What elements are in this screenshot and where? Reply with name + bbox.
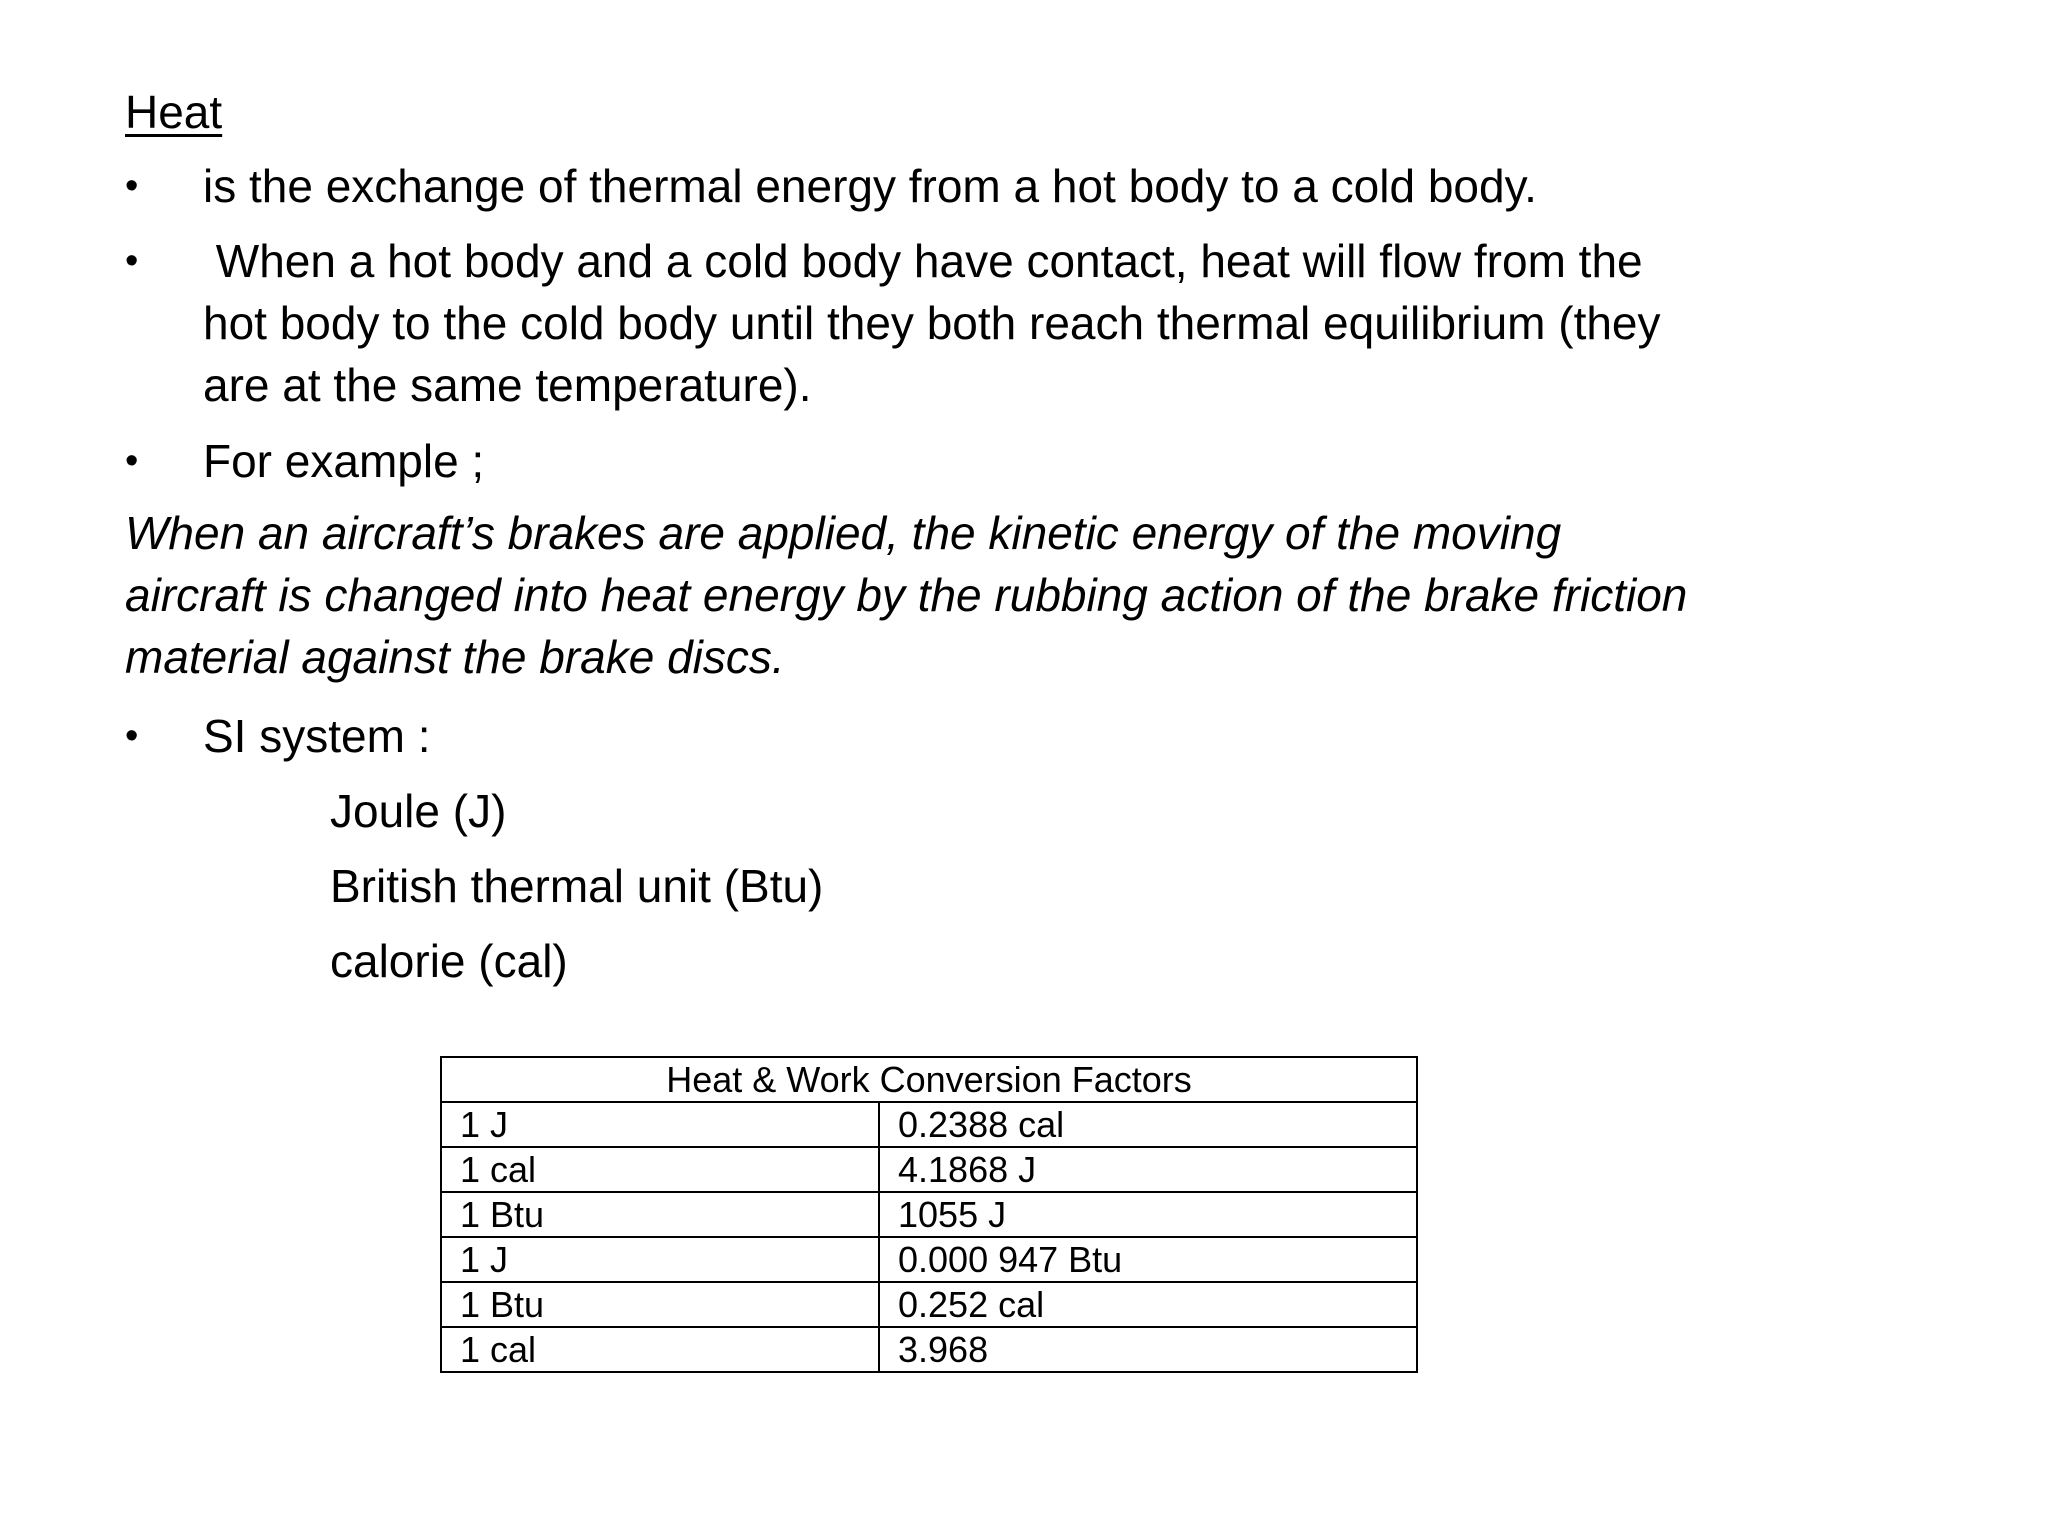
conversion-table: [440, 1056, 1418, 1373]
unit-btu: British thermal unit (Btu): [330, 860, 824, 912]
table-cell-unit: 1 J: [441, 1102, 879, 1147]
bullet-text: [203, 230, 1903, 416]
bullet-icon: •: [125, 165, 139, 207]
example-paragraph: [125, 502, 1845, 688]
table-cell-equivalent: 0.252 cal: [879, 1282, 1417, 1327]
table-row: [441, 1192, 1417, 1237]
bullet-icon: •: [125, 440, 139, 482]
example-line: material against the brake discs.: [125, 631, 785, 683]
table-cell-equivalent: 0.2388 cal: [879, 1102, 1417, 1147]
bullet-text: is the exchange of thermal energy from a hot body to a cold body.: [203, 160, 1537, 212]
unit-joule: Joule (J): [330, 785, 507, 837]
bullet-text-line: are at the same temperature).: [203, 359, 812, 411]
table-cell-unit: 1 cal: [441, 1147, 879, 1192]
table-row: [441, 1327, 1417, 1372]
table-cell-unit: 1 Btu: [441, 1282, 879, 1327]
table-row: [441, 1237, 1417, 1282]
example-line: aircraft is changed into heat energy by the rubbing action of the brake friction: [125, 569, 1688, 621]
table-cell-unit: 1 Btu: [441, 1192, 879, 1237]
bullet-text-line: hot body to the cold body until they both reach thermal equilibrium (they: [203, 297, 1661, 349]
bullet-text: SI system :: [203, 710, 431, 762]
table-row: [441, 1102, 1417, 1147]
table-cell-equivalent: 1055 J: [879, 1192, 1417, 1237]
table-cell-equivalent: 3.968: [879, 1327, 1417, 1372]
table-title: Heat & Work Conversion Factors: [441, 1057, 1417, 1102]
table-cell-equivalent: 4.1868 J: [879, 1147, 1417, 1192]
table-row: [441, 1147, 1417, 1192]
table-cell-unit: 1 cal: [441, 1327, 879, 1372]
example-line: When an aircraft’s brakes are applied, the kinetic energy of the moving: [125, 507, 1562, 559]
slide-heading: Heat: [125, 86, 223, 138]
bullet-text-line: When a hot body and a cold body have contact, heat will flow from the: [203, 235, 1643, 287]
table-cell-unit: 1 J: [441, 1237, 879, 1282]
bullet-icon: •: [125, 715, 139, 757]
bullet-text: For example ;: [203, 435, 485, 487]
table-row: [441, 1282, 1417, 1327]
table-header-row: [441, 1057, 1417, 1102]
bullet-icon: •: [125, 240, 139, 282]
unit-calorie: calorie (cal): [330, 935, 568, 987]
table-cell-equivalent: 0.000 947 Btu: [879, 1237, 1417, 1282]
